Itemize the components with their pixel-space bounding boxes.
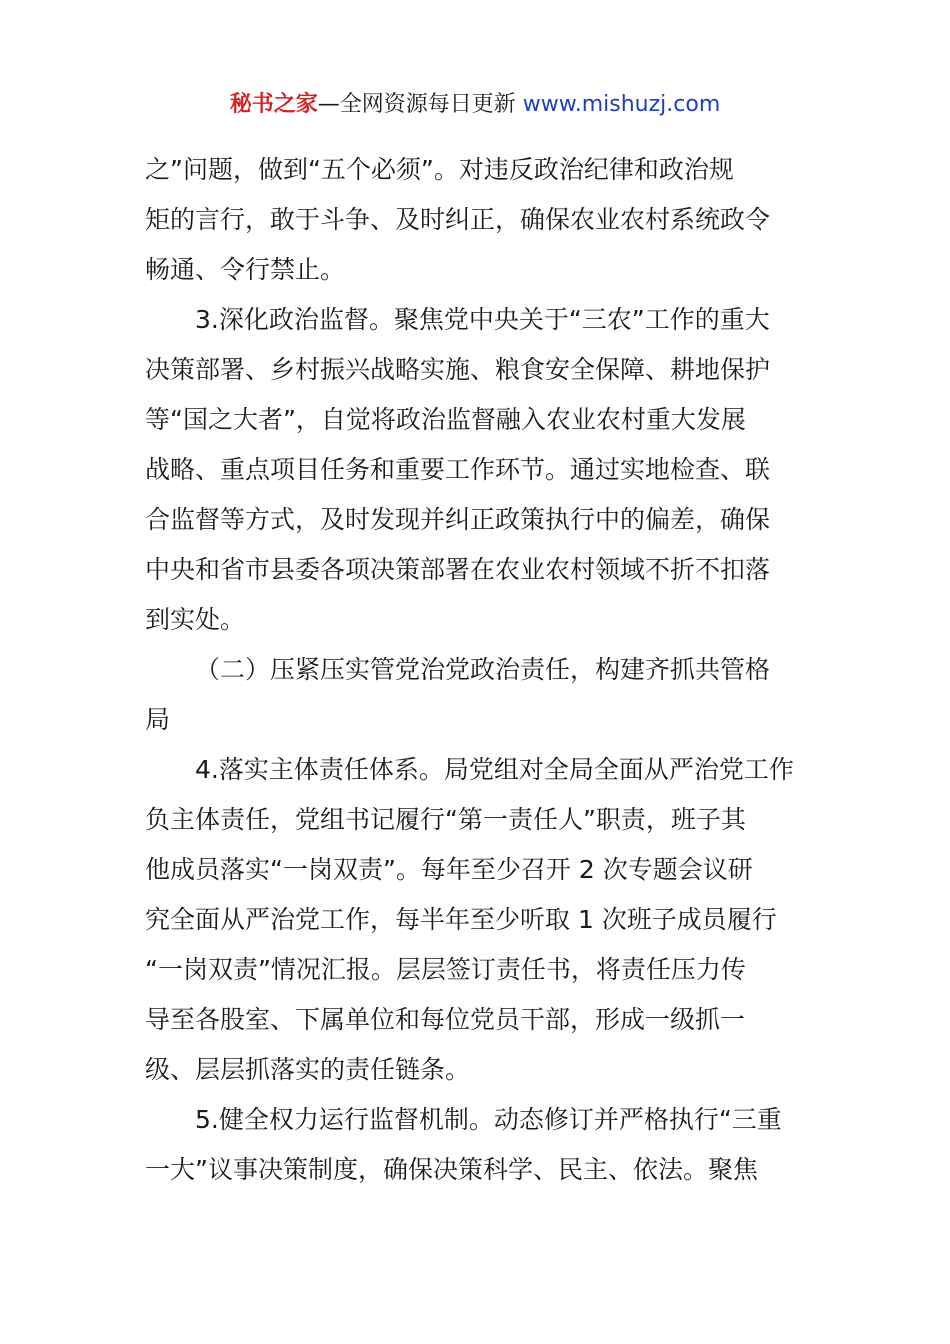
text-line: 中央和省市县委各项决策部署在农业农村领域不折不扣落 [145,555,771,584]
site-header [0,88,950,122]
header-tagline: —全网资源每日更新 [317,92,523,117]
text-line: 局 [145,705,171,734]
text-line: 级、层层抓落实的责任链条。 [145,1055,471,1084]
text-line: 等“国之大者”，自觉将政治监督融入农业农村重大发展 [145,405,746,434]
text-line: 战略、重点项目任务和重要工作环节。通过实地检查、联 [145,455,771,484]
text-line: 一大”议事决策制度，确保决策科学、民主、依法。聚焦 [145,1155,758,1184]
document-body [145,145,810,1195]
text-line: 他成员落实“一岗双责”。每年至少召开 2 次专题会议研 [145,855,753,884]
text-line: 决策部署、乡村振兴战略实施、粮食安全保障、耕地保护 [145,355,771,384]
text-line: 畅通、令行禁止。 [145,255,346,284]
text-line: （二）压紧压实管党治党政治责任，构建齐抓共管格 [195,655,771,684]
text-line: 合监督等方式，及时发现并纠正政策执行中的偏差，确保 [145,505,771,534]
site-url-link[interactable]: www.mishuzj.com [522,92,721,117]
text-line: 之”问题，做到“五个必须”。对违反政治纪律和政治规 [145,155,734,184]
text-line: “一岗双责”情况汇报。层层签订责任书，将责任压力传 [145,955,746,984]
text-line: 导至各股室、下属单位和每位党员干部，形成一级抓一 [145,1005,746,1034]
text-line: 3.深化政治监督。聚焦党中央关于“三农”工作的重大 [195,305,770,334]
brand-name: 秘书之家 [229,92,318,117]
text-line: 5.健全权力运行监督机制。动态修订并严格执行“三重 [195,1105,782,1134]
text-line: 矩的言行，敢于斗争、及时纠正，确保农业农村系统政令 [145,205,771,234]
text-line: 4.落实主体责任体系。局党组对全局全面从严治党工作 [195,755,794,784]
text-line: 到实处。 [145,605,246,634]
text-line: 究全面从严治党工作，每半年至少听取 1 次班子成员履行 [145,905,777,934]
text-line: 负主体责任，党组书记履行“第一责任人”职责，班子其 [145,805,746,834]
